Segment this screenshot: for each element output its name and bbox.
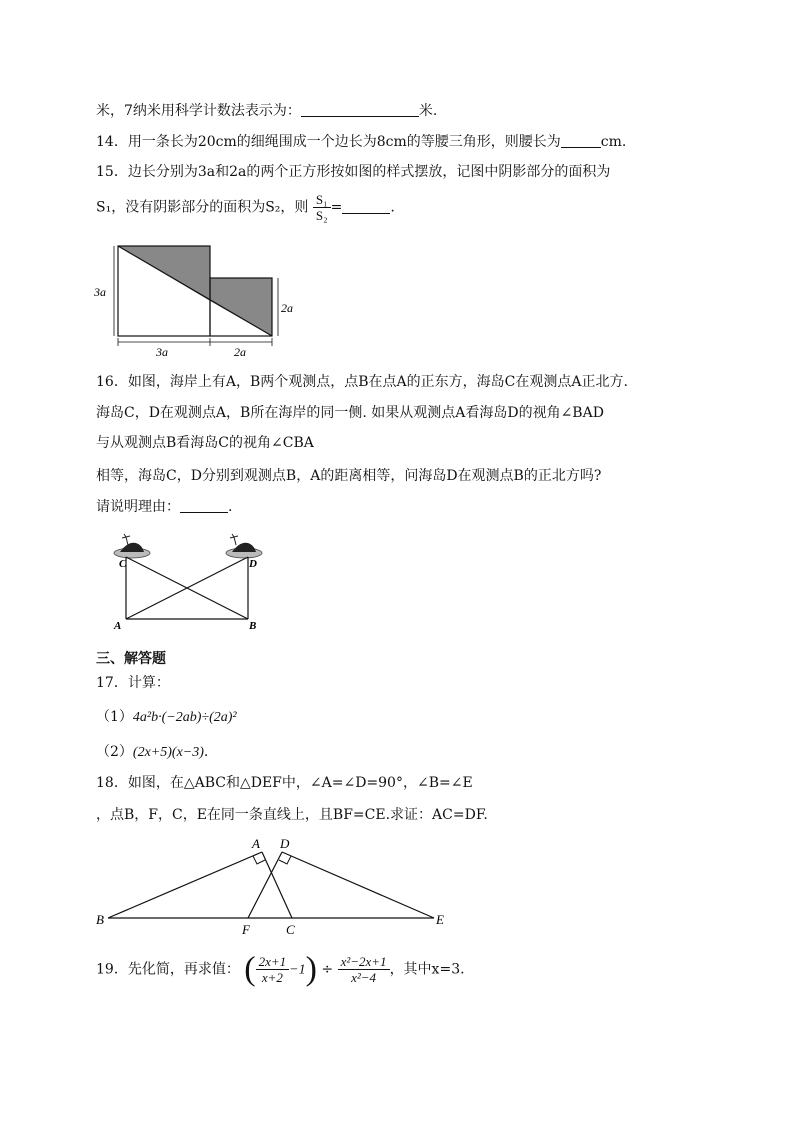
label-f: F [242,922,250,937]
q19-frac1-num: 2x+1 [256,954,290,970]
q17-p1-label: （1） [96,709,133,725]
q15-text2: S₁，没有阴影部分的面积为S₂，则 [96,199,309,216]
q15-answer-blank[interactable] [342,199,390,214]
q19-tail: ，其中x=3. [389,961,465,978]
q16-text4: 相等，海岛C，D分别到观测点B，A的距离相等，问海岛D在观测点B的正北方吗? [96,468,602,484]
label-c: C [286,922,295,937]
label-a: A [114,620,122,632]
q19-paren-open: ( [244,950,256,988]
q17-p2-tail: . [203,744,209,760]
label-bottom-right: 2a [234,345,246,359]
q15-frac-num: S₁ [313,192,331,208]
q16-line4 [96,465,601,485]
q19-frac1-den: x+2 [261,970,283,985]
q19-minus-one: −1 [289,962,306,978]
q13-text: 米，7纳米用科学计数法表示为： [96,103,301,119]
q19-text: 先化简，再求值： [127,961,240,978]
q17-p2-expr: (2x+5)(x−3) [132,745,204,760]
q16-answer-blank[interactable] [180,498,228,513]
q17-p2-label: （2） [96,744,133,760]
q19-frac2-num: x²−2x+1 [338,954,390,970]
q16-text1: 如图，海岸上有A，B两个观测点，点B在点A的正东方，海岛C在观测点A正北方. [127,374,628,390]
label-b: B [96,912,104,927]
q16-line1 [96,371,628,391]
q14-line [96,131,626,151]
right-angle-d [279,856,291,864]
q18-text2: ，点B，F，C，E在同一条直线上，且BF=CE.求证：AC=DF. [96,807,488,823]
label-d: D [280,836,290,851]
q16-tail: . [228,499,233,515]
right-angle-a [253,856,265,864]
label-bottom-left: 3a [156,345,168,359]
q16-text3: 与从观测点B看海岛C的视角∠CBA [96,435,314,451]
q13-line [96,100,437,120]
q16-text2: 海岛C，D在观测点A，B所在海岸的同一侧. 如果从观测点A看海岛D的视角∠BAD [96,405,604,421]
q14-number: 14． [96,134,128,150]
q15-number: 15． [96,164,128,180]
label-left: 3a [94,285,106,299]
q16-line2 [96,402,604,422]
island-c-icon [114,534,150,558]
q15-frac-den: S₂ [315,208,328,223]
q15-equals: = [330,199,343,216]
q16-line3 [96,432,314,452]
q15-line1 [96,161,610,181]
label-b: B [249,620,257,632]
q17-part2 [96,741,208,761]
q14-text: 用一条长为20cm的细绳围成一个边长为8cm的等腰三角形，则腰长为 [127,134,561,150]
q14-tail: cm. [600,134,627,150]
q13-tail: 米. [418,103,438,119]
label-d: D [249,558,257,570]
label-right: 2a [281,301,293,315]
q13-answer-blank[interactable] [301,102,419,117]
q16-text5: 请说明理由： [96,499,180,515]
q15-text1: 边长分别为3a和2a的两个正方形按如图的样式摆放，记图中阴影部分的面积为 [127,164,611,180]
q15-line2 [96,192,395,223]
label-c: C [119,558,127,570]
q19-div: ÷ [321,961,334,978]
q15-figure [92,238,302,360]
section3-title: 三、解答题 [96,651,166,667]
q19-frac1 [256,954,290,985]
label-e: E [436,912,444,927]
label-a: A [252,836,260,851]
q18-figure [92,834,458,938]
q16-line5 [96,496,232,516]
q18-text1: 如图，在△ABC和△DEF中，∠A=∠D=90°，∠B=∠E [127,775,473,791]
q18-line1 [96,772,473,792]
line-ba [108,852,262,918]
q18-number: 18． [96,775,128,791]
q18-line2 [96,804,488,824]
q19-paren-close: ) [305,950,317,988]
q16-number: 16． [96,374,128,390]
island-d-icon [226,534,262,558]
q16-figure [110,533,270,633]
q15-tail: . [390,199,395,216]
q17-text: 计算： [127,675,170,691]
q19-line [96,950,465,988]
shade-right [210,278,272,336]
q15-fraction [313,192,331,223]
q17-line [96,672,170,692]
q14-answer-blank[interactable] [561,133,601,148]
q19-frac2-den: x²−4 [351,970,377,985]
q17-part1 [96,706,237,726]
q17-number: 17． [96,675,128,691]
q19-frac2 [338,954,390,985]
q17-p1-expr: 4a²b·(−2ab)÷(2a)² [132,710,237,725]
line-ed [282,852,434,918]
q19-number: 19． [96,961,128,978]
